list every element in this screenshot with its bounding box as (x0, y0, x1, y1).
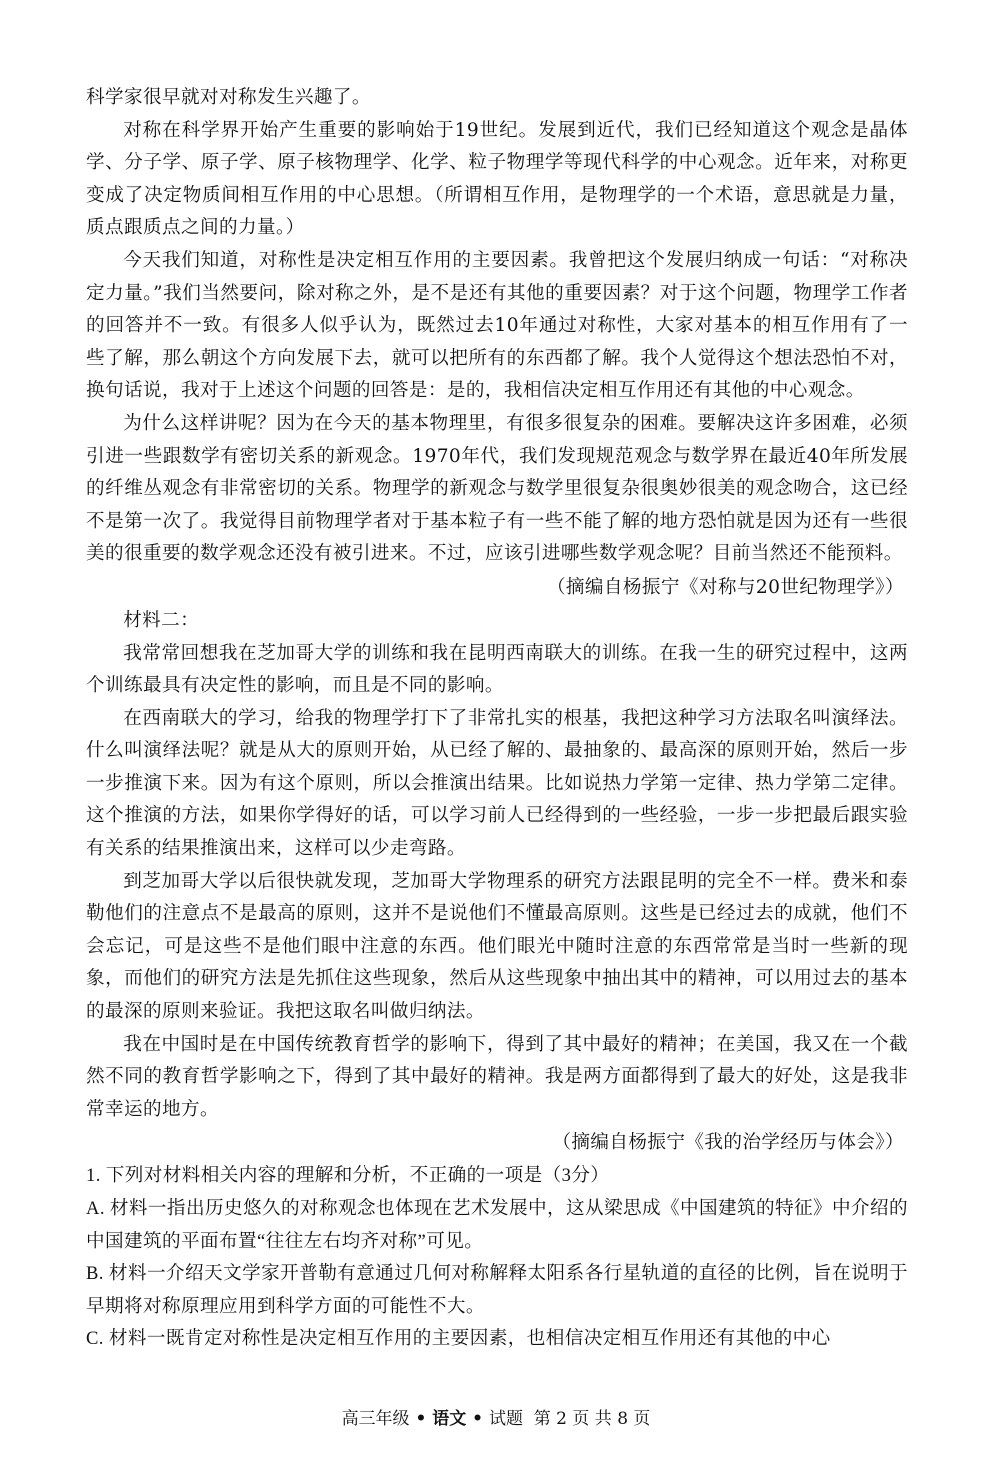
footer-dot: • (466, 1409, 489, 1429)
paragraph: 我常常回想我在芝加哥大学的训练和我在昆明西南联大的训练。在我一生的研究过程中，这两个训练最具有决定性的影响，而且是不同的影响。 (86, 642, 908, 697)
paragraph: 我在中国时是在中国传统教育哲学的影响下，得到了其中最好的精神；在美国，我又在一个截然不同的教育哲学影响之下，得到了其中最好的精神。我是两方面都得到了最大的好处，这是我非常幸运的地方。 (86, 1033, 908, 1120)
paragraph: 科学家很早就对对称发生兴趣了。 (86, 87, 371, 108)
footer-exam: 试题 (488, 1409, 523, 1429)
paragraph: 到芝加哥大学以后很快就发现，芝加哥大学物理系的研究方法跟昆明的完全不一样。费米和泰勒他们的注意点不是最高的原则，这并不是说他们不懂最高原则。这些是已经过去的成就，他们不会忘记，可是这些不是他们眼中注意的东西。他们眼光中随时注意的东西常常是当时一些新的现象，而他们的研究方法是先抓住这些现象，然后从这些现象中抽出其中的精神，可以用过去的基本的最深的原则来验证。我把这取名叫做归纳法。 (86, 870, 908, 1023)
footer-dot: • (409, 1409, 433, 1429)
footer-grade: 高三年级 (341, 1409, 410, 1429)
paragraph: 对称在科学界开始产生重要的影响始于19世纪。发展到近代，我们已经知道这个观念是晶体学、分子学、原子学、原子核物理学、化学、粒子物理学等现代科学的中心观念。近年来，对称更变成了决定物质间相互作用的中心思想。（所谓相互作用，是物理学的一个术语，意思就是力量，质点跟质点之间的力量。） (86, 119, 908, 239)
paragraph: 在西南联大的学习，给我的物理学打下了非常扎实的根基，我把这种学习方法取名叫演绎法。什么叫演绎法呢？就是从大的原则开始，从已经了解的、最抽象的、最高深的原则开始，然后一步一步推演下来。因为有这个原则，所以会推演出结果。比如说热力学第一定律、热力学第二定律。这个推演的方法，如果你学得好的话，可以学习前人已经得到的一些经验，一步一步把最后跟实验有关系的结果推演出来，这样可以少走弯路。 (86, 707, 908, 860)
question-stem: 1. 下列对材料相关内容的理解和分析，不正确的一项是（3分） (86, 1165, 610, 1187)
page-footer (0, 1407, 992, 1431)
paragraph: 为什么这样讲呢？因为在今天的基本物理里，有很多很复杂的困难。要解决这许多困难，必须引进一些跟数学有密切关系的新观念。1970年代，我们发现规范观念与数学界在最近40年所发展的纤维丛观念有非常密切的关系。物理学的新观念与数学里很复杂很奥妙很美的观念吻合，这已经不是第一次了。我觉得目前物理学者对于基本粒子有一些不能了解的地方恐怕就是因为还有一些很美的很重要的数学观念还没有被引进来。不过，应该引进哪些数学观念呢？目前当然还不能预料。 (86, 412, 908, 565)
option-a: A. 材料一指出历史悠久的对称观念也体现在艺术发展中，这从梁思成《中国建筑的特征》中介绍的中国建筑的平面布置“往往左右均齐对称”可见。 (86, 1198, 908, 1252)
option-b: B. 材料一介绍天文学家开普勒有意通过几何对称解释太阳系各行星轨道的直径的比例，旨在说明于早期将对称原理应用到科学方面的可能性不大。 (86, 1263, 908, 1317)
source-citation: （摘编自杨振宁《我的治学经历与体会》） (552, 1132, 904, 1154)
footer-page-number: 第 2 页 共 8 页 (533, 1409, 651, 1429)
source-citation: （摘编自杨振宁《对称与20世纪物理学》） (546, 576, 904, 598)
section-heading: 材料二： (123, 609, 200, 631)
paragraph: 今天我们知道，对称性是决定相互作用的主要因素。我曾把这个发展归纳成一句话：“对称决定力量。”我们当然要问，除对称之外，是不是还有其他的重要因素？对于这个问题，物理学工作者的回答并不一致。有很多人似乎认为，既然过去10年通过对称性，大家对基本的相互作用有了一些了解，那么朝这个方向发展下去，就可以把所有的东西都了解。我个人觉得这个想法恐怕不对，换句话说，我对于上述这个问题的回答是：是的，我相信决定相互作用还有其他的中心观念。 (86, 249, 908, 402)
page-content (86, 82, 908, 1356)
option-c: C. 材料一既肯定对称性是决定相互作用的主要因素，也相信决定相互作用还有其他的中心 (86, 1328, 831, 1350)
footer-subject: 语文 (432, 1409, 467, 1429)
